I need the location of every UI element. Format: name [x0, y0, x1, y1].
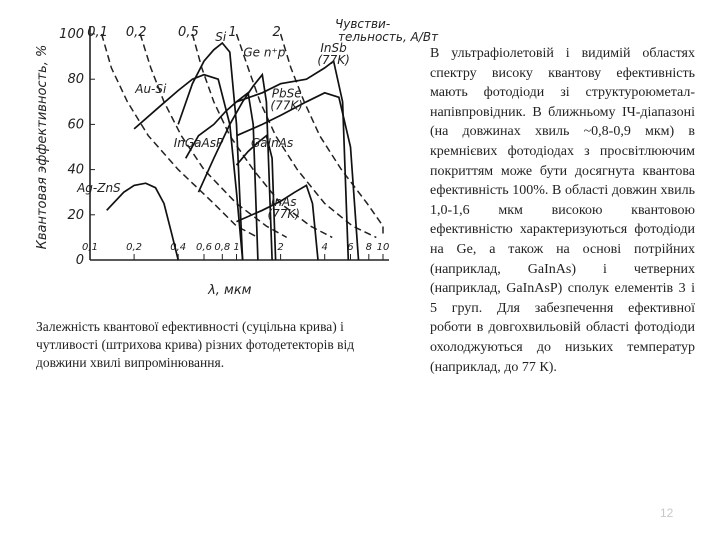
x-tick-label: 0,6: [196, 242, 212, 253]
x-tick-label: 0,4: [170, 242, 187, 253]
sensitivity-line-label: 1: [228, 25, 237, 40]
y-tick-label: 100: [59, 27, 84, 42]
page-number: 12: [660, 506, 674, 520]
figure: [28, 14, 439, 312]
body-paragraph: В ультрафіолетовій і видимій областях спектру високу квантову ефективність мають фотодіоди зі структуроюметал-напівпровідник. В ближньому ІЧ-діапазоні (на довжинах хвиль ~0,8-0,9 мкм) в кремнієвих фотодіодах з просвітлюючим покриттям може бути досягнута квантова ефективність 100%. В області довжин хвиль 1,0-1,6 мкм високою квантовою ефективністю характеризуються фотодіоди на Ge, а також на основі потрійних (наприклад, GaInAs) і четверних (наприклад, GaInAsP) сполук елементів 3 і 5 груп. Для забезпечення ефективної роботи в довгохвильовій області фотодіоди охолоджуються до низьких температур (наприклад, до 77 К).: [430, 46, 695, 375]
y-tick-label: 60: [67, 117, 84, 133]
curve-label: InSb (77K): [317, 41, 350, 68]
curve-label: PbSe (77K): [270, 86, 303, 113]
x-tick-label: 4: [321, 242, 328, 253]
x-tick-label: 0,1: [82, 242, 98, 253]
y-tick-label: 0: [75, 253, 84, 268]
x-tick-label: 2: [277, 242, 284, 253]
x-tick-label: 6: [347, 242, 354, 253]
sensitivity-axis-label: Чувстви-тельность, А/Вт: [335, 17, 439, 44]
sensitivity-line-label: 2: [272, 25, 281, 40]
y-tick-label: 20: [67, 207, 84, 223]
y-tick-label: 40: [67, 162, 84, 178]
x-tick-label: 1: [233, 242, 240, 253]
curve-label: InAs (77K): [267, 194, 300, 221]
x-tick-label: 10: [376, 242, 390, 253]
y-axis-label: Квантовая эффективность, %: [35, 44, 50, 250]
x-axis-label: λ, мкм: [208, 283, 252, 298]
sensitivity-line-label: 0,5: [178, 25, 199, 40]
x-tick-label: 0,2: [126, 242, 143, 253]
x-tick-label: 8: [365, 242, 372, 253]
efficiency-curve: [134, 75, 243, 260]
y-tick-label: 80: [67, 72, 84, 88]
figure-caption: Залежність квантової ефективності (суцільна крива) і чутливості (штрихова крива) різних фотодетекторів від довжини хвилі випромінювання.: [36, 319, 355, 370]
curve-label: Ge n⁺p: [243, 45, 286, 60]
quantum-efficiency-chart: [28, 14, 439, 312]
curve-label: Si: [215, 29, 227, 44]
sensitivity-line-label: 0,1: [87, 25, 108, 40]
curve-label: Au-Si: [135, 81, 167, 96]
sensitivity-line-label: 0,2: [125, 25, 147, 40]
x-tick-label: 0,8: [214, 242, 231, 253]
curve-label: InGaAsP: [173, 136, 224, 150]
curve-label: GaInAs: [250, 136, 294, 150]
curve-label: Ag-ZnS: [77, 181, 121, 196]
